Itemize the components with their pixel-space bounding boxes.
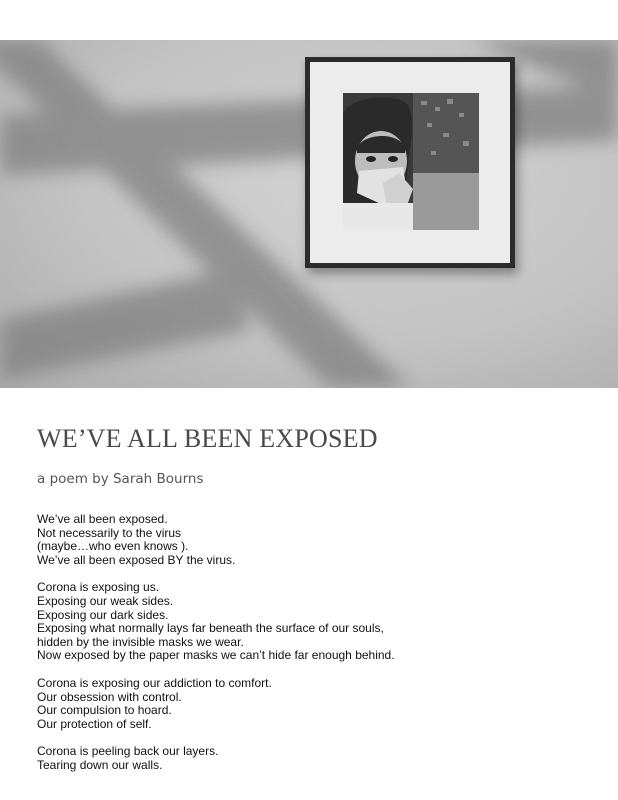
poem-line: Not necessarily to the virus [37, 525, 182, 540]
poem-line: Corona is exposing our addiction to comfort. [37, 675, 272, 690]
poem-line: Corona is peeling back our layers. [37, 744, 219, 759]
poem-line: Corona is exposing us. [37, 580, 160, 595]
poem-line: Exposing our weak sides. [37, 593, 174, 608]
stanza [37, 677, 597, 731]
poem-line: Exposing what normally lays far beneath the surface of our souls, [37, 621, 384, 636]
framed-photo [343, 93, 479, 230]
poem-line: We’ve all been exposed BY the virus. [37, 552, 236, 567]
poem-title: WE’VE ALL BEEN EXPOSED [37, 424, 378, 453]
stanza [37, 745, 597, 772]
poem-line: Our protection of self. [37, 716, 152, 731]
poem-line: Exposing our dark sides. [37, 607, 169, 622]
poem-body [37, 513, 597, 787]
poem-line: hidden by the invisible masks we wear. [37, 634, 244, 649]
poem-line: Our obsession with control. [37, 689, 182, 704]
poem-line: (maybe…who even knows ). [37, 539, 189, 554]
hero-image [0, 40, 618, 388]
picture-frame [305, 57, 515, 268]
poem-line: Our compulsion to hoard. [37, 703, 172, 718]
masked-woman-photo [343, 93, 479, 230]
poem-byline: a poem by Sarah Bourns [37, 471, 204, 487]
poem-line: We’ve all been exposed. [37, 512, 168, 526]
poem-line: Now exposed by the paper masks we can’t hide far enough behind. [37, 648, 395, 663]
stanza [37, 581, 597, 663]
poem-line: Tearing down our walls. [37, 757, 163, 772]
stanza [37, 513, 597, 567]
